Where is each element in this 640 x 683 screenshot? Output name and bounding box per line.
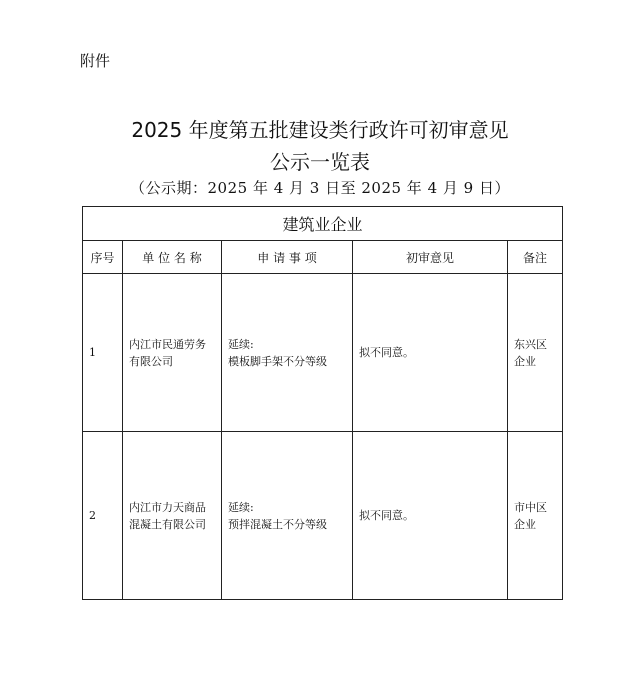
remark-line: 市中区 [514,500,547,514]
item-line: 预拌混凝土不分等级 [228,517,327,531]
row-unit [123,432,222,600]
remark-line: 东兴区 [514,337,547,351]
item-line: 延续: [228,500,254,514]
item-line: 模板脚手架不分等级 [228,354,327,368]
remark-line: 企业 [514,354,536,368]
row-item [222,432,353,600]
header-row [83,241,563,274]
unit-name-line: 内江市民通劳务 [129,337,206,351]
row-opinion: 拟不同意。 [353,432,508,600]
publicity-period: （公示期：2025 年 4 月 3 日至 2025 年 4 月 9 日） [130,179,510,197]
row-no: 2 [83,432,123,600]
header-no: 序号 [83,241,123,274]
row-unit [123,274,222,432]
unit-name-line: 有限公司 [129,354,173,368]
attachment-label: 附件 [80,52,111,70]
header-remark: 备注 [508,241,563,274]
approval-table [82,206,563,600]
header-unit: 单 位 名 称 [123,241,222,274]
row-remark [508,274,563,432]
remark-line: 企业 [514,517,536,531]
header-item: 申 请 事 项 [222,241,353,274]
page-title-line2: 公示一览表 [270,150,370,174]
item-line: 延续: [228,337,254,351]
table-row [83,432,563,600]
row-item [222,274,353,432]
table-row [83,274,563,432]
header-opinion: 初审意见 [353,241,508,274]
section-title: 建筑业企业 [83,207,563,241]
section-row [83,207,563,241]
unit-name-line: 混凝土有限公司 [129,517,206,531]
page-title-line1: 2025 年度第五批建设类行政许可初审意见 [131,118,509,142]
row-no: 1 [83,274,123,432]
unit-name-line: 内江市力天商品 [129,500,206,514]
row-remark [508,432,563,600]
row-opinion: 拟不同意。 [353,274,508,432]
